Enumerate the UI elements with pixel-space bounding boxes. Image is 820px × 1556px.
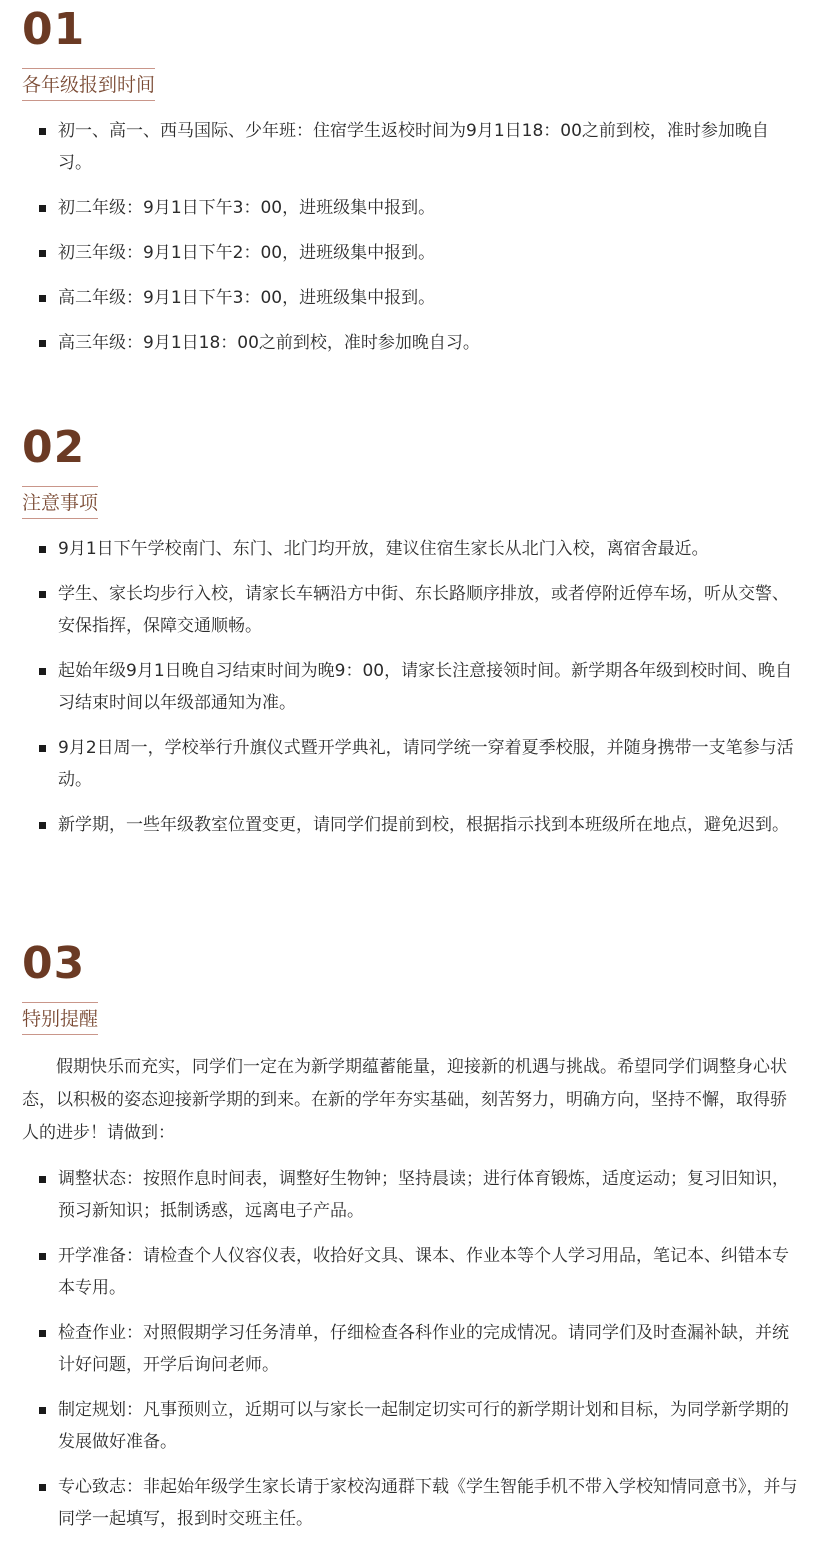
list-item: 调整状态：按照作息时间表，调整好生物钟；坚持晨读；进行体育锻炼，适度运动；复习旧知识，预习新知识；抵制诱惑，远离电子产品。 xyxy=(22,1163,798,1227)
list-item: 新学期，一些年级教室位置变更，请同学们提前到校，根据指示找到本班级所在地点，避免迟到。 xyxy=(22,809,798,841)
list-item: 开学准备：请检查个人仪容仪表，收拾好文具、课本、作业本等个人学习用品，笔记本、纠错本专本专用。 xyxy=(22,1240,798,1304)
section-title-frame xyxy=(22,486,98,519)
list-item: 高三年级：9月1日18：00之前到校，准时参加晚自习。 xyxy=(22,327,798,359)
square-bullet-icon xyxy=(39,745,46,752)
square-bullet-icon xyxy=(39,205,46,212)
square-bullet-icon xyxy=(39,546,46,553)
square-bullet-icon xyxy=(39,1330,46,1337)
list-item: 制定规划：凡事预则立，近期可以与家长一起制定切实可行的新学期计划和目标，为同学新学期的发展做好准备。 xyxy=(22,1394,798,1458)
square-bullet-icon xyxy=(39,295,46,302)
section-notes xyxy=(22,424,798,841)
list-item: 初一、高一、西马国际、少年班：住宿学生返校时间为9月1日18：00之前到校，准时参加晚自习。 xyxy=(22,115,798,179)
section-title: 注意事项 xyxy=(22,492,99,514)
section-title-frame xyxy=(22,68,155,101)
square-bullet-icon xyxy=(39,1484,46,1491)
reminder-list xyxy=(22,1163,798,1535)
square-bullet-icon xyxy=(39,128,46,135)
square-bullet-icon xyxy=(39,591,46,598)
list-item: 9月1日下午学校南门、东门、北门均开放，建议住宿生家长从北门入校，离宿舍最近。 xyxy=(22,533,798,565)
intro-paragraph: 假期快乐而充实，同学们一定在为新学期蕴蓄能量，迎接新的机遇与挑战。希望同学们调整身心状态，以积极的姿态迎接新学期的到来。在新的学年夯实基础，刻苦努力，明确方向，坚持不懈，取得骄人的进步！请做到： xyxy=(22,1057,787,1143)
list-item: 高二年级：9月1日下午3：00，进班级集中报到。 xyxy=(22,282,798,314)
list-item: 初二年级：9月1日下午3：00，进班级集中报到。 xyxy=(22,192,798,224)
list-item: 初三年级：9月1日下午2：00，进班级集中报到。 xyxy=(22,237,798,269)
registration-list xyxy=(22,115,798,359)
notes-list xyxy=(22,533,798,841)
section-registration-time xyxy=(22,6,798,359)
list-item: 学生、家长均步行入校，请家长车辆沿方中街、东长路顺序排放，或者停附近停车场，听从交警、安保指挥，保障交通顺畅。 xyxy=(22,578,798,642)
list-item: 专心致志：非起始年级学生家长请于家校沟通群下载《学生智能手机不带入学校知情同意书》，并与同学一起填写，报到时交班主任。 xyxy=(22,1471,798,1535)
section-title: 各年级报到时间 xyxy=(22,74,156,96)
square-bullet-icon xyxy=(39,822,46,829)
square-bullet-icon xyxy=(39,250,46,257)
section-title: 特别提醒 xyxy=(22,1008,99,1030)
square-bullet-icon xyxy=(39,1407,46,1414)
square-bullet-icon xyxy=(39,340,46,347)
square-bullet-icon xyxy=(39,1176,46,1183)
section-special-reminder xyxy=(22,940,798,1535)
section-number: 02 xyxy=(22,422,86,473)
list-item: 起始年级9月1日晚自习结束时间为晚9：00，请家长注意接领时间。新学期各年级到校时间、晚自习结束时间以年级部通知为准。 xyxy=(22,655,798,719)
section-number: 03 xyxy=(22,938,86,989)
square-bullet-icon xyxy=(39,1253,46,1260)
section-title-frame xyxy=(22,1002,98,1035)
section-number: 01 xyxy=(22,4,86,55)
list-item: 9月2日周一，学校举行升旗仪式暨开学典礼，请同学统一穿着夏季校服，并随身携带一支笔参与活动。 xyxy=(22,732,798,796)
square-bullet-icon xyxy=(39,668,46,675)
list-item: 检查作业：对照假期学习任务清单，仔细检查各科作业的完成情况。请同学们及时查漏补缺，并统计好问题，开学后询问老师。 xyxy=(22,1317,798,1381)
